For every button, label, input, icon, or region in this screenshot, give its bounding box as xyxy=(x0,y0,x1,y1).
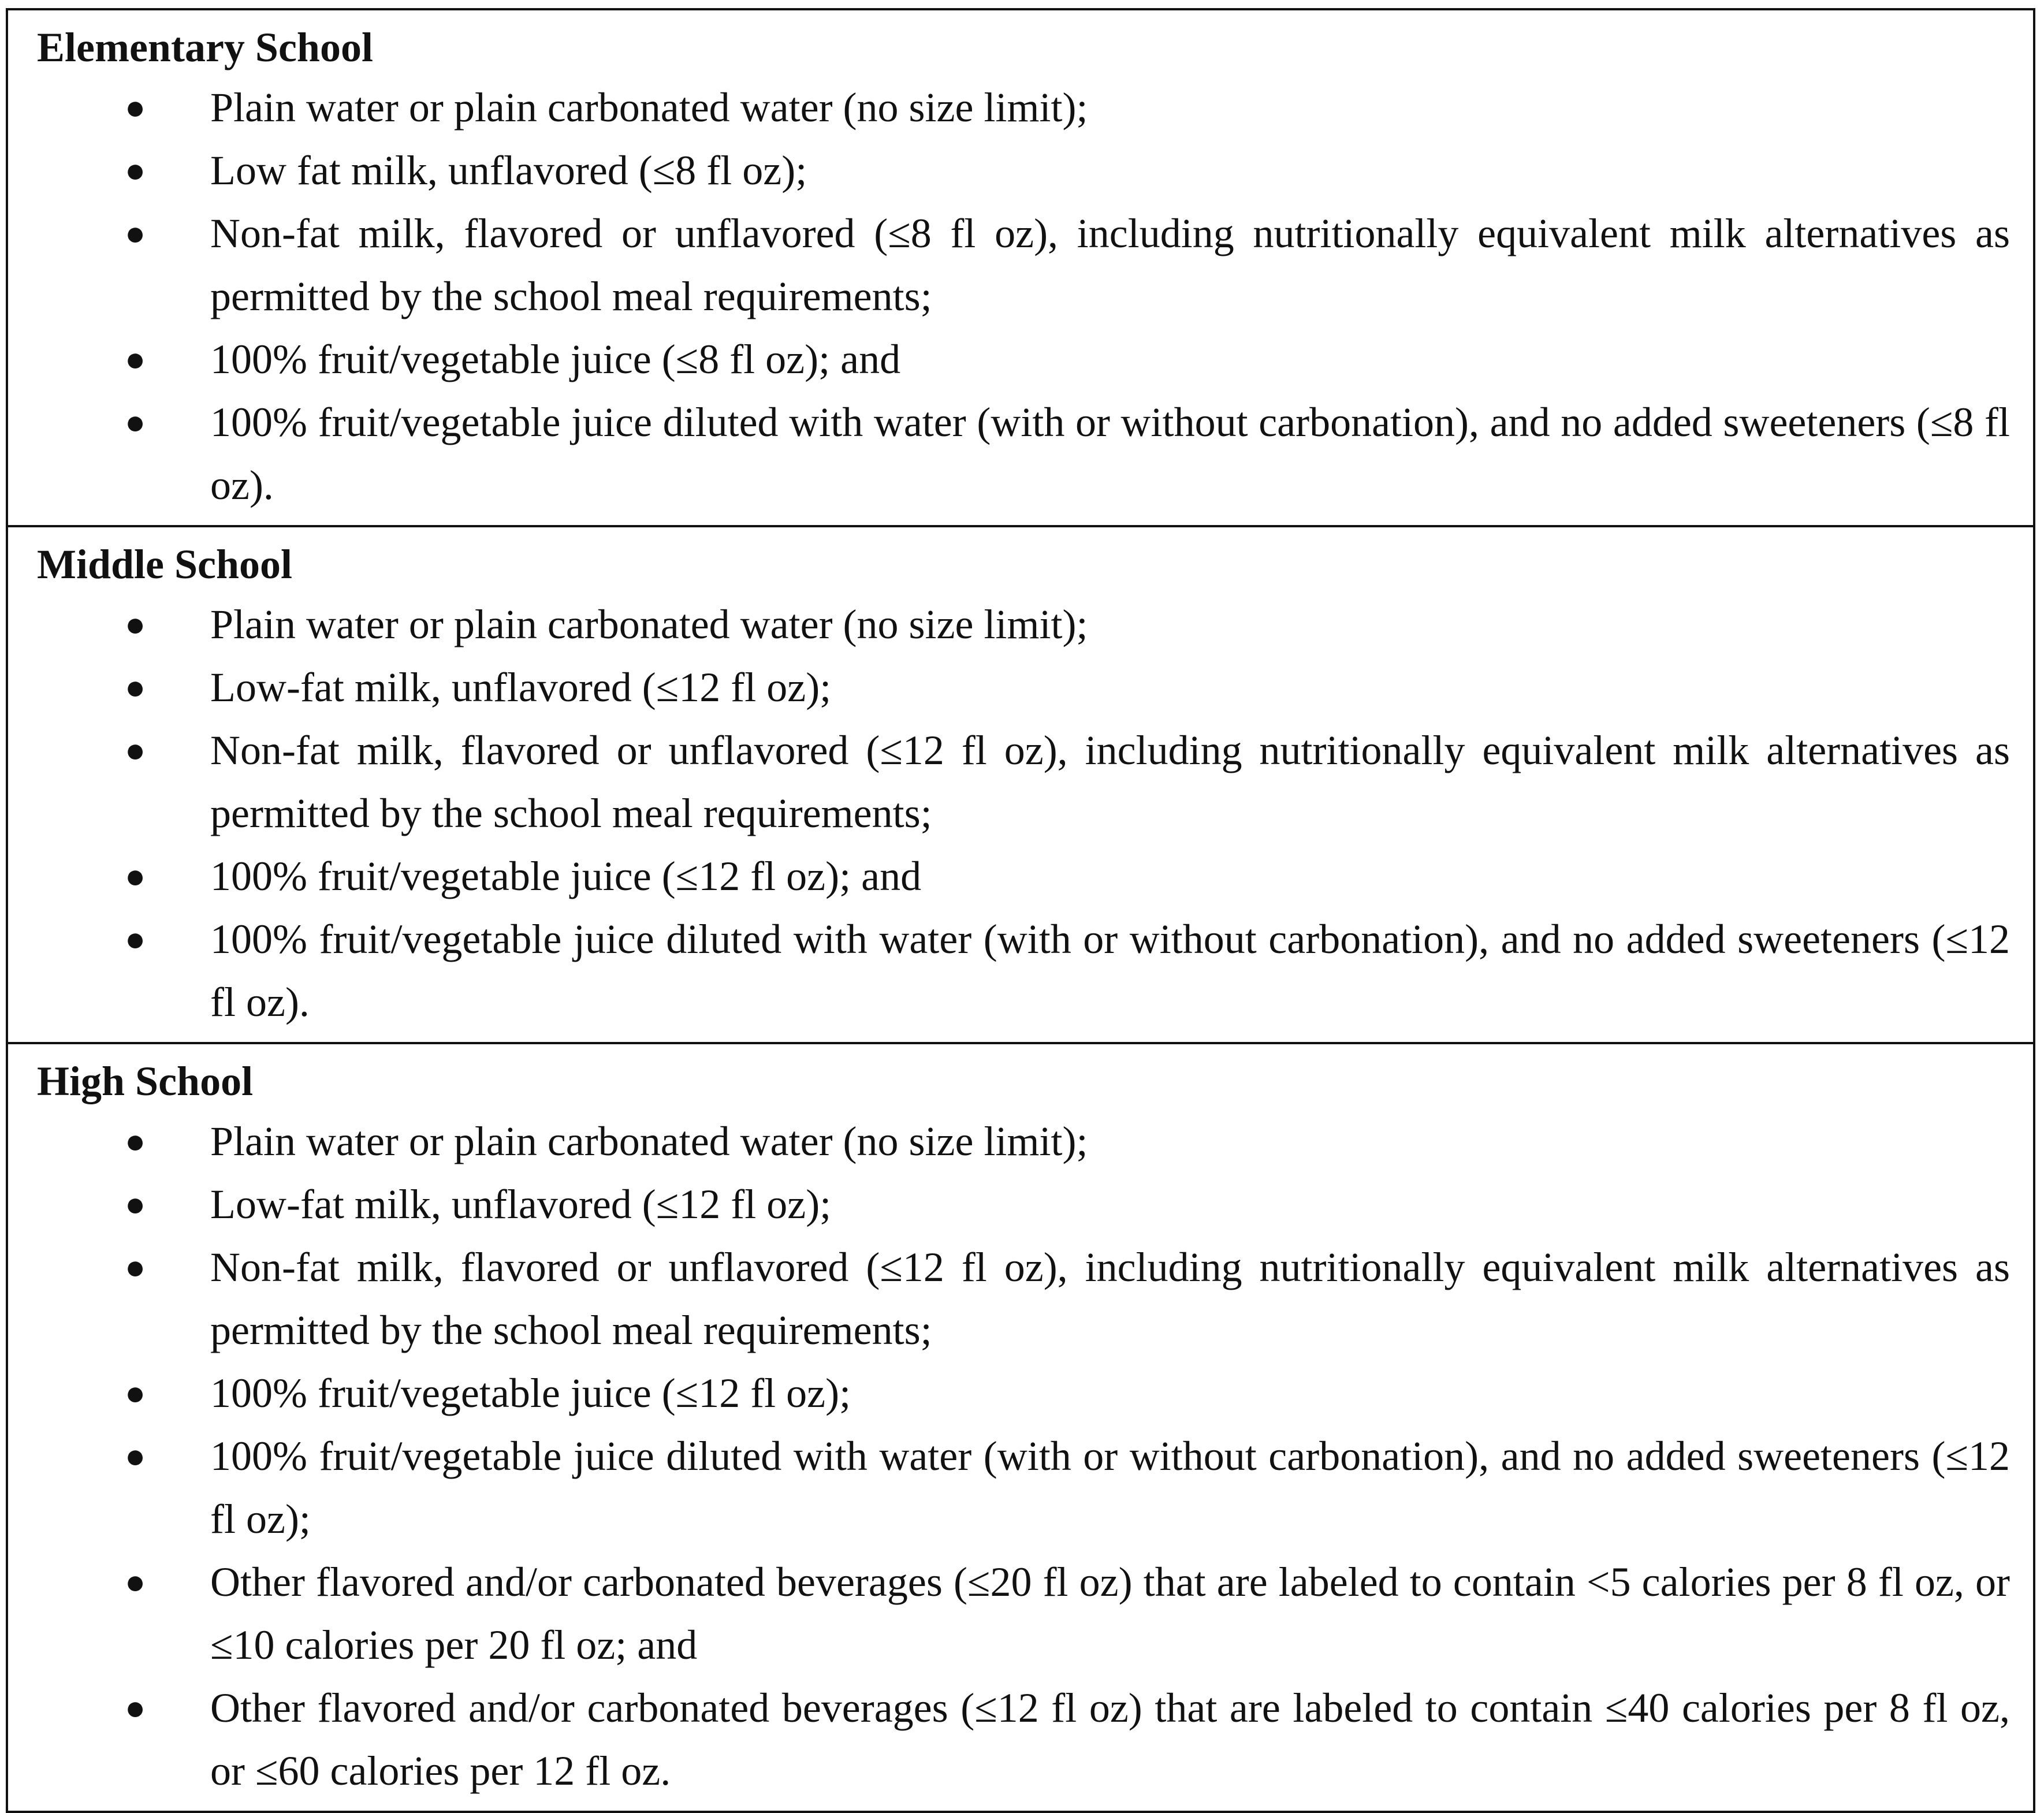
list-item-text: Other flavored and/or carbonated beverages (≤12 fl oz) that are labeled to contain ≤40 calories per 8 fl oz, or ≤60 calories per 12 fl oz. xyxy=(210,1685,2010,1794)
bullet-icon: ● xyxy=(125,214,146,252)
list-item-text: 100% fruit/vegetable juice (≤12 fl oz); and xyxy=(210,853,922,899)
bullet-icon: ● xyxy=(125,403,146,441)
list-item xyxy=(37,202,2010,328)
beverage-list xyxy=(37,1110,2010,1803)
bullet-icon: ● xyxy=(125,1185,146,1223)
list-item xyxy=(37,1677,2010,1803)
list-item-text: Other flavored and/or carbonated beverages (≤20 fl oz) that are labeled to contain <5 calories per 8 fl oz, or ≤10 calories per 20 fl oz; and xyxy=(210,1559,2010,1668)
list-item xyxy=(37,908,2010,1034)
bullet-icon: ● xyxy=(125,1122,146,1160)
list-item-text: Plain water or plain carbonated water (no size limit); xyxy=(210,1118,1088,1164)
list-item xyxy=(37,845,2010,908)
list-item-text: Non-fat milk, flavored or unflavored (≤8 fl oz), including nutritionally equivalent milk alternatives as permitted by the school meal requirements; xyxy=(210,210,2010,319)
list-item-text: 100% fruit/vegetable juice diluted with water (with or without carbonation), and no added sweeteners (≤12 fl oz). xyxy=(210,916,2010,1025)
list-item-text: 100% fruit/vegetable juice diluted with water (with or without carbonation), and no added sweeteners (≤12 fl oz); xyxy=(210,1433,2010,1542)
section-high-school xyxy=(8,1042,2033,1811)
beverage-standards-table xyxy=(6,8,2035,1813)
bullet-icon: ● xyxy=(125,1563,146,1601)
list-item xyxy=(37,1173,2010,1236)
bullet-icon: ● xyxy=(125,857,146,895)
list-item-text: Plain water or plain carbonated water (no size limit); xyxy=(210,601,1088,647)
list-item xyxy=(37,593,2010,656)
list-item-text: Low fat milk, unflavored (≤8 fl oz); xyxy=(210,147,807,193)
section-heading: Elementary School xyxy=(37,24,373,70)
bullet-icon: ● xyxy=(125,668,146,706)
list-item xyxy=(37,1110,2010,1173)
bullet-icon: ● xyxy=(125,88,146,126)
bullet-icon: ● xyxy=(125,1248,146,1286)
bullet-icon: ● xyxy=(125,920,146,958)
list-item xyxy=(37,656,2010,719)
list-item xyxy=(37,719,2010,845)
list-item-text: Low-fat milk, unflavored (≤12 fl oz); xyxy=(210,1181,832,1227)
list-item xyxy=(37,1551,2010,1677)
list-item-text: 100% fruit/vegetable juice (≤8 fl oz); and xyxy=(210,336,901,382)
list-item-text: Low-fat milk, unflavored (≤12 fl oz); xyxy=(210,664,832,710)
list-item xyxy=(37,1425,2010,1551)
list-item xyxy=(37,391,2010,517)
section-heading: High School xyxy=(37,1058,254,1104)
list-item-text: Plain water or plain carbonated water (no size limit); xyxy=(210,84,1088,131)
bullet-icon: ● xyxy=(125,340,146,378)
section-elementary-school xyxy=(8,10,2033,525)
list-item-text: Non-fat milk, flavored or unflavored (≤12 fl oz), including nutritionally equivalent milk alternatives as permitted by the school meal requirements; xyxy=(210,727,2010,836)
bullet-icon: ● xyxy=(125,1374,146,1412)
list-item-text: Non-fat milk, flavored or unflavored (≤12 fl oz), including nutritionally equivalent milk alternatives as permitted by the school meal requirements; xyxy=(210,1244,2010,1353)
bullet-icon: ● xyxy=(125,1437,146,1475)
list-item-text: 100% fruit/vegetable juice (≤12 fl oz); xyxy=(210,1370,851,1416)
list-item xyxy=(37,328,2010,391)
bullet-icon: ● xyxy=(125,605,146,643)
bullet-icon: ● xyxy=(125,1689,146,1727)
list-item xyxy=(37,1236,2010,1362)
bullet-icon: ● xyxy=(125,731,146,769)
list-item xyxy=(37,139,2010,202)
list-item xyxy=(37,76,2010,139)
beverage-list xyxy=(37,76,2010,517)
bullet-icon: ● xyxy=(125,151,146,189)
beverage-list xyxy=(37,593,2010,1034)
list-item xyxy=(37,1362,2010,1425)
list-item-text: 100% fruit/vegetable juice diluted with water (with or without carbonation), and no added sweeteners (≤8 fl oz). xyxy=(210,399,2010,508)
section-middle-school xyxy=(8,525,2033,1042)
section-heading: Middle School xyxy=(37,541,293,587)
